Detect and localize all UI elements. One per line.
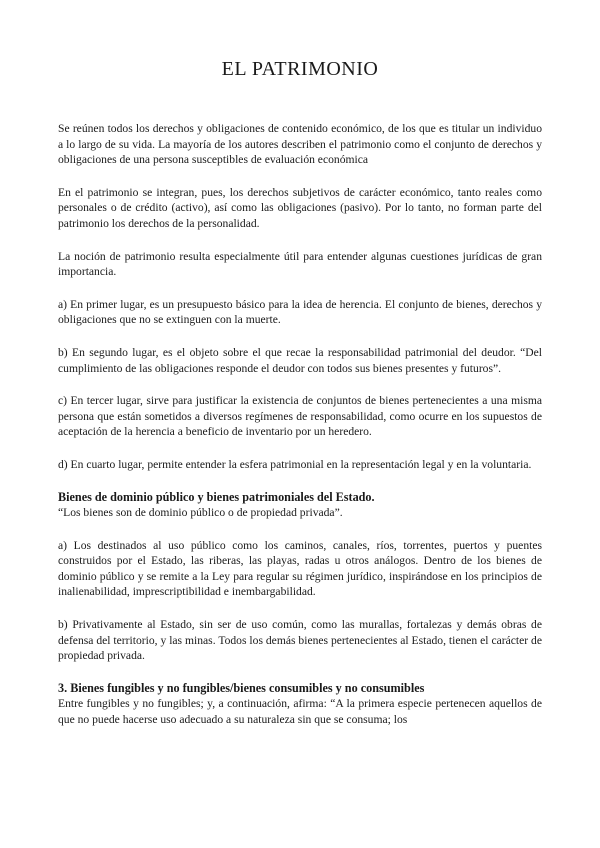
- paragraph-composition: En el patrimonio se integran, pues, los derechos subjetivos de carácter económico, tanto reales como personales o de crédito (activo), así como las obligaciones (pasivo). Por lo tanto, no forman parte del patrimonio los derechos de la personalidad.: [58, 185, 542, 230]
- section-intro: “Los bienes son de dominio público o de propiedad privada”.: [58, 506, 343, 520]
- section-public-domain: [58, 490, 542, 521]
- section-heading: 3. Bienes fungibles y no fungibles/bienes consumibles y no consumibles: [58, 680, 425, 695]
- paragraph-utility: La noción de patrimonio resulta especialmente útil para entender algunas cuestiones jurídicas de gran importancia.: [58, 249, 542, 279]
- page-title: EL PATRIMONIO: [221, 58, 379, 80]
- paragraph-definition: Se reúnen todos los derechos y obligaciones de contenido económico, de los que es titular un individuo a lo largo de su vida. La mayoría de los autores describen el patrimonio como el conjunto de derechos y obligaciones de una persona susceptibles de evaluación económica: [58, 122, 542, 167]
- section-fungible-goods: [58, 681, 542, 728]
- paragraph-point-a: a) En primer lugar, es un presupuesto básico para la idea de herencia. El conjunto de bienes, derechos y obligaciones que no se extinguen con la muerte.: [58, 297, 542, 327]
- paragraph-point-d: d) En cuarto lugar, permite entender la esfera patrimonial en la representación legal y en la voluntaria.: [58, 457, 532, 471]
- section-text: Entre fungibles y no fungibles; y, a continuación, afirma: “A la primera especie pertenecen aquellos de que no puede hacerse uso adecuado a su naturaleza sin que se consuma; los: [58, 697, 542, 727]
- paragraph-point-b: b) En segundo lugar, es el objeto sobre el que recae la responsabilidad patrimonial del deudor. “Del cumplimiento de las obligaciones responde el deudor con todos sus bienes presentes y futuros”.: [58, 345, 542, 375]
- section-heading: Bienes de dominio público y bienes patrimoniales del Estado.: [58, 489, 375, 504]
- paragraph-point-c: c) En tercer lugar, sirve para justificar la existencia de conjuntos de bienes pertenecientes a una misma persona que están sometidos a diversos regímenes de responsabilidad, como ocurre en los supuestos de aceptación de la herencia a beneficio de inventario por un heredero.: [58, 394, 542, 439]
- paragraph-private-state: b) Privativamente al Estado, sin ser de uso común, como las murallas, fortalezas y demás obras de defensa del territorio, y las minas. Todos los demás bienes pertenecientes al Estado, tienen el carácter de propiedad privada.: [58, 618, 542, 663]
- paragraph-public-use: a) Los destinados al uso público como los caminos, canales, ríos, torrentes, puertos y puentes construidos por el Estado, las riberas, las playas, radas u otros análogos. Dentro de los bienes de dominio público y se remite a la Ley para regular su régimen jurídico, inspirándose en los principios de inalienabilidad, imprescriptibilidad e inembargabilidad.: [58, 538, 542, 599]
